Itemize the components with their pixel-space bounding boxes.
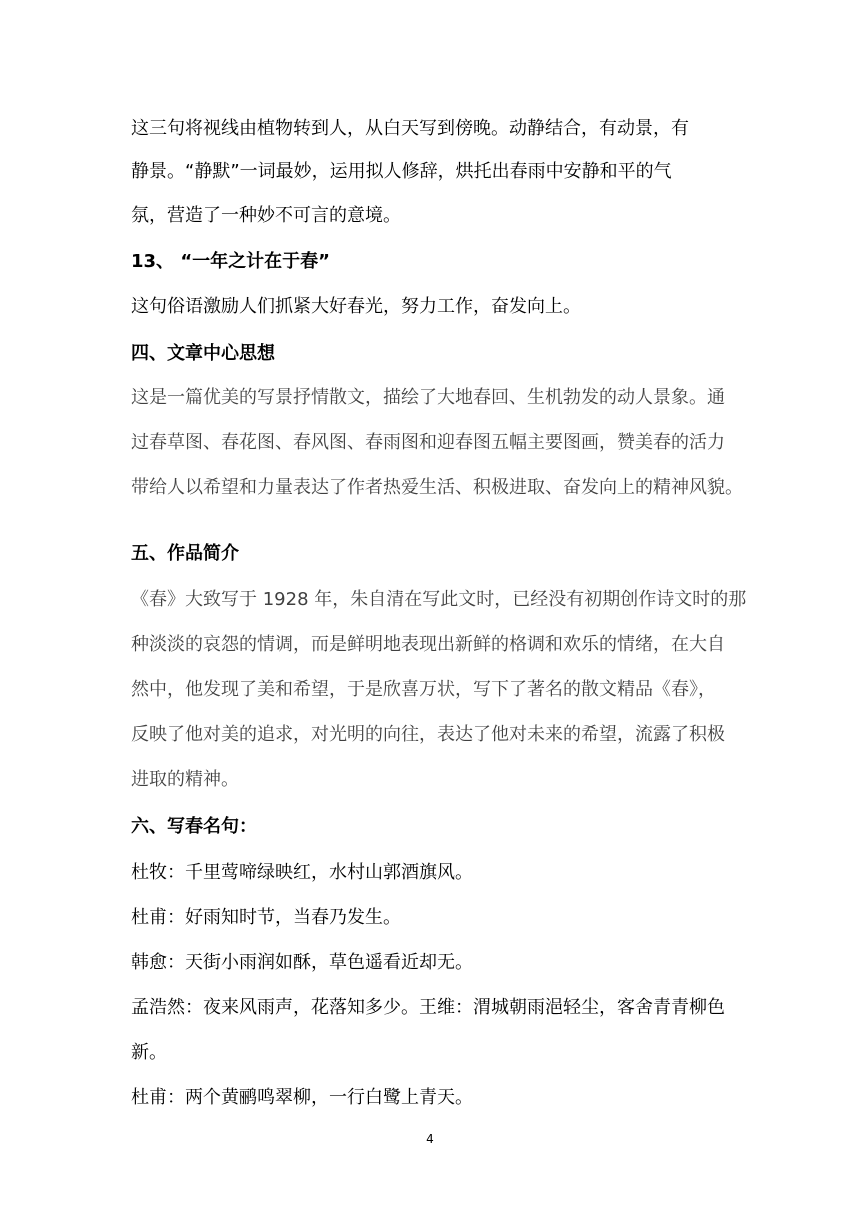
- section-4-line: 这是一篇优美的写景抒情散文，描绘了大地春回、生机勃发的动人景象。通: [131, 387, 725, 408]
- section-5-line: 反映了他对美的追求，对光明的向往，表达了他对未来的希望，流露了积极: [131, 724, 725, 745]
- famous-line: 杜牧：千里莺啼绿映红，水村山郭酒旗风。: [131, 862, 473, 883]
- paragraph-line: 静景。“静默”一词最妙，运用拟人修辞，烘托出春雨中安静和平的气: [131, 161, 672, 182]
- famous-line: 韩愈：天街小雨润如酥，草色遥看近却无。: [131, 952, 473, 973]
- section-5-line: 进取的精神。: [131, 769, 239, 790]
- section-5-line: 种淡淡的哀怨的情调，而是鲜明地表现出新鲜的格调和欢乐的情绪，在大自: [131, 634, 725, 655]
- paragraph-line: 这三句将视线由植物转到人，从白天写到傍晚。动静结合，有动景，有: [131, 118, 689, 139]
- section-4-line: 过春草图、春花图、春风图、春雨图和迎春图五幅主要图画，赞美春的活力: [131, 432, 725, 453]
- section-5-line: 然中，他发现了美和希望，于是欣喜万状，写下了著名的散文精品《春》，: [131, 679, 716, 700]
- page-number: 4: [426, 1132, 434, 1146]
- famous-line: 杜甫：两个黄鹂鸣翠柳，一行白鹭上青天。: [131, 1087, 473, 1108]
- paragraph-line: 氛，营造了一种妙不可言的意境。: [131, 205, 401, 226]
- section-6-heading: 六、写春名句：: [131, 816, 257, 837]
- famous-line: 孟浩然：夜来风雨声，花落知多少。王维：渭城朝雨浥轻尘，客舍青青柳色: [131, 997, 725, 1018]
- section-4-line: 带给人以希望和力量表达了作者热爱生活、积极进取、奋发向上的精神风貌。: [131, 477, 743, 498]
- section-4-heading: 四、文章中心思想: [131, 343, 275, 364]
- section-5-heading: 五、作品简介: [131, 543, 239, 564]
- item-13-explanation: 这句俗语激励人们抓紧大好春光，努力工作，奋发向上。: [131, 296, 581, 317]
- famous-line: 杜甫：好雨知时节，当春乃发生。: [131, 907, 401, 928]
- famous-line: 新。: [131, 1042, 167, 1063]
- item-13-heading: 13、 “一年之计在于春”: [131, 251, 330, 272]
- section-5-line: 《春》大致写于 1928 年，朱自清在写此文时，已经没有初期创作诗文时的那: [131, 589, 747, 610]
